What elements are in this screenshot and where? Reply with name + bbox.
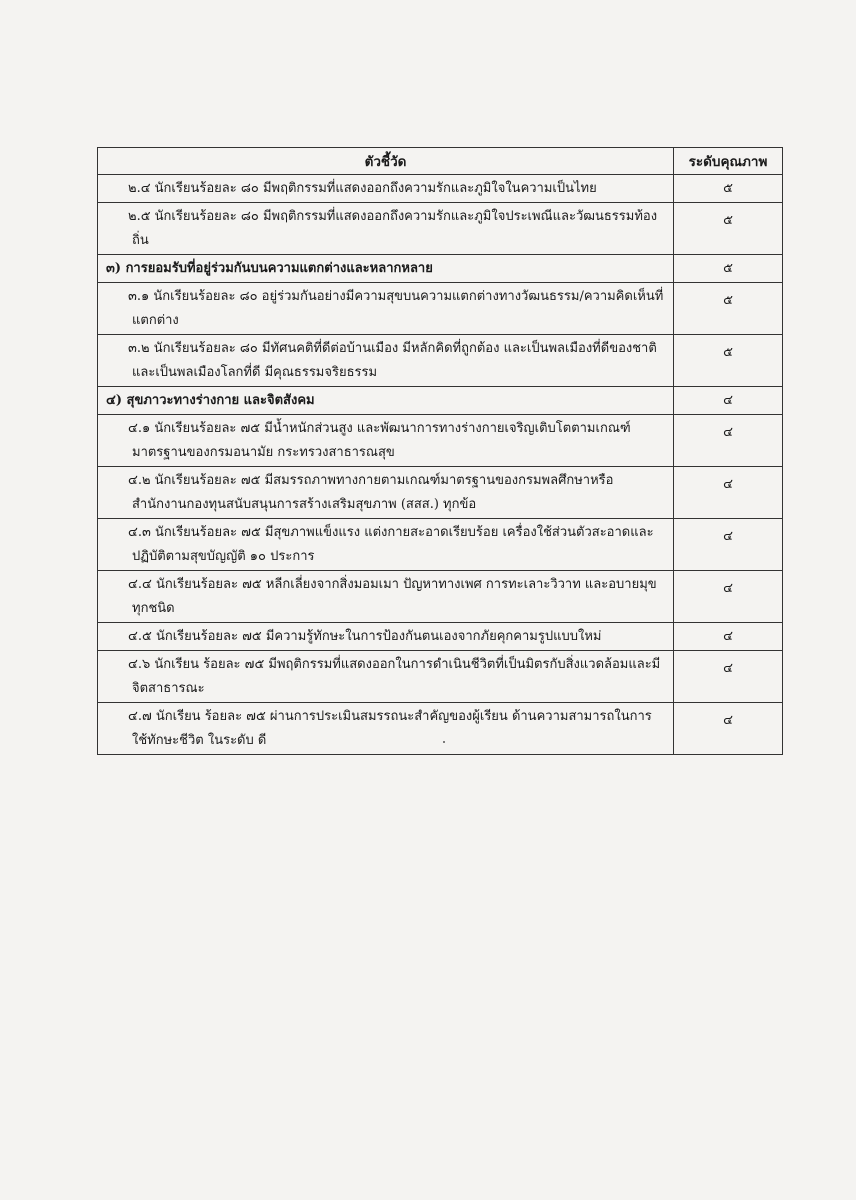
indicator-table <box>97 147 783 755</box>
quality-level: ๔ <box>723 713 733 728</box>
table-row <box>98 623 783 651</box>
table-header-row <box>98 148 783 175</box>
quality-level: ๔ <box>723 581 733 596</box>
speck <box>443 741 445 743</box>
quality-level: ๔ <box>723 661 733 676</box>
quality-level: ๕ <box>723 345 733 360</box>
section-row <box>98 387 783 415</box>
indicator-text: ๔.๒ นักเรียนร้อยละ ๗๕ มีสมรรถภาพทางกายตามเกณฑ์มาตรฐานของกรมพลศึกษาหรือสำนักงานกองทุนสนับสนุนการสร้างเสริมสุขภาพ (สสส.) ทุกข้อ <box>128 473 614 512</box>
header-quality-level: ระดับคุณภาพ <box>674 148 783 175</box>
table-row <box>98 335 783 387</box>
quality-level: ๔ <box>723 629 733 644</box>
section-row <box>98 255 783 283</box>
indicator-text: ๔.๑ นักเรียนร้อยละ ๗๕ มีน้ำหนักส่วนสูง และพัฒนาการทางร่างกายเจริญเติบโตตามเกณฑ์มาตรฐานของกรมอนามัย กระทรวงสาธารณสุข <box>128 421 631 460</box>
section-heading: ๔) สุขภาวะทางร่างกาย และจิตสังคม <box>106 393 315 408</box>
quality-level: ๕ <box>723 293 733 308</box>
quality-level: ๔ <box>723 393 733 408</box>
table-row <box>98 283 783 335</box>
section-heading: ๓) การยอมรับที่อยู่ร่วมกันบนความแตกต่างและหลากหลาย <box>106 261 433 276</box>
quality-level: ๔ <box>723 529 733 544</box>
quality-level: ๕ <box>723 261 733 276</box>
quality-level: ๕ <box>723 213 733 228</box>
indicator-text: ๔.๗ นักเรียน ร้อยละ ๗๕ ผ่านการประเมินสมรรถนะสำคัญของผู้เรียน ด้านความสามารถในการใช้ทักษะชีวิต ในระดับ ดี <box>128 709 652 748</box>
table-row <box>98 203 783 255</box>
table-row <box>98 571 783 623</box>
indicator-text: ๔.๖ นักเรียน ร้อยละ ๗๕ มีพฤติกรรมที่แสดงออกในการดำเนินชีวิตที่เป็นมิตรกับสิ่งแวดล้อมและมีจิตสาธารณะ <box>128 657 661 696</box>
header-indicator: ตัวชี้วัด <box>98 148 674 175</box>
table-row <box>98 651 783 703</box>
quality-level: ๔ <box>723 477 733 492</box>
indicator-text: ๔.๔ นักเรียนร้อยละ ๗๕ หลีกเลี่ยงจากสิ่งมอมเมา ปัญหาทางเพศ การทะเลาะวิวาท และอบายมุขทุกชนิด <box>128 577 657 616</box>
indicator-text: ๔.๓ นักเรียนร้อยละ ๗๕ มีสุขภาพแข็งแรง แต่งกายสะอาดเรียบร้อย เครื่องใช้ส่วนตัวสะอาดและปฏิบัติตามสุขบัญญัติ ๑๐ ประการ <box>128 525 654 564</box>
quality-level: ๕ <box>723 181 733 196</box>
indicator-text: ๒.๕ นักเรียนร้อยละ ๘๐ มีพฤติกรรมที่แสดงออกถึงความรักและภูมิใจประเพณีและวัฒนธรรมท้องถิ่น <box>128 209 658 248</box>
table-row <box>98 519 783 571</box>
table-row <box>98 703 783 755</box>
indicator-text: ๔.๕ นักเรียนร้อยละ ๗๕ มีความรู้ทักษะในการป้องกันตนเองจากภัยคุกคามรูปแบบใหม่ <box>128 629 602 644</box>
indicator-text: ๒.๔ นักเรียนร้อยละ ๘๐ มีพฤติกรรมที่แสดงออกถึงความรักและภูมิใจในความเป็นไทย <box>128 181 597 196</box>
table-row <box>98 467 783 519</box>
indicator-text: ๓.๑ นักเรียนร้อยละ ๘๐ อยู่ร่วมกันอย่างมีความสุขบนความแตกต่างทางวัฒนธรรม/ความคิดเห็นที่แตกต่าง <box>128 289 664 328</box>
indicator-text: ๓.๒ นักเรียนร้อยละ ๘๐ มีทัศนคติที่ดีต่อบ้านเมือง มีหลักคิดที่ถูกต้อง และเป็นพลเมืองที่ดีของชาติและเป็นพลเมืองโลกที่ดี มีคุณธรรมจริยธรรม <box>128 341 657 380</box>
table-row <box>98 175 783 203</box>
quality-level: ๔ <box>723 425 733 440</box>
table-row <box>98 415 783 467</box>
